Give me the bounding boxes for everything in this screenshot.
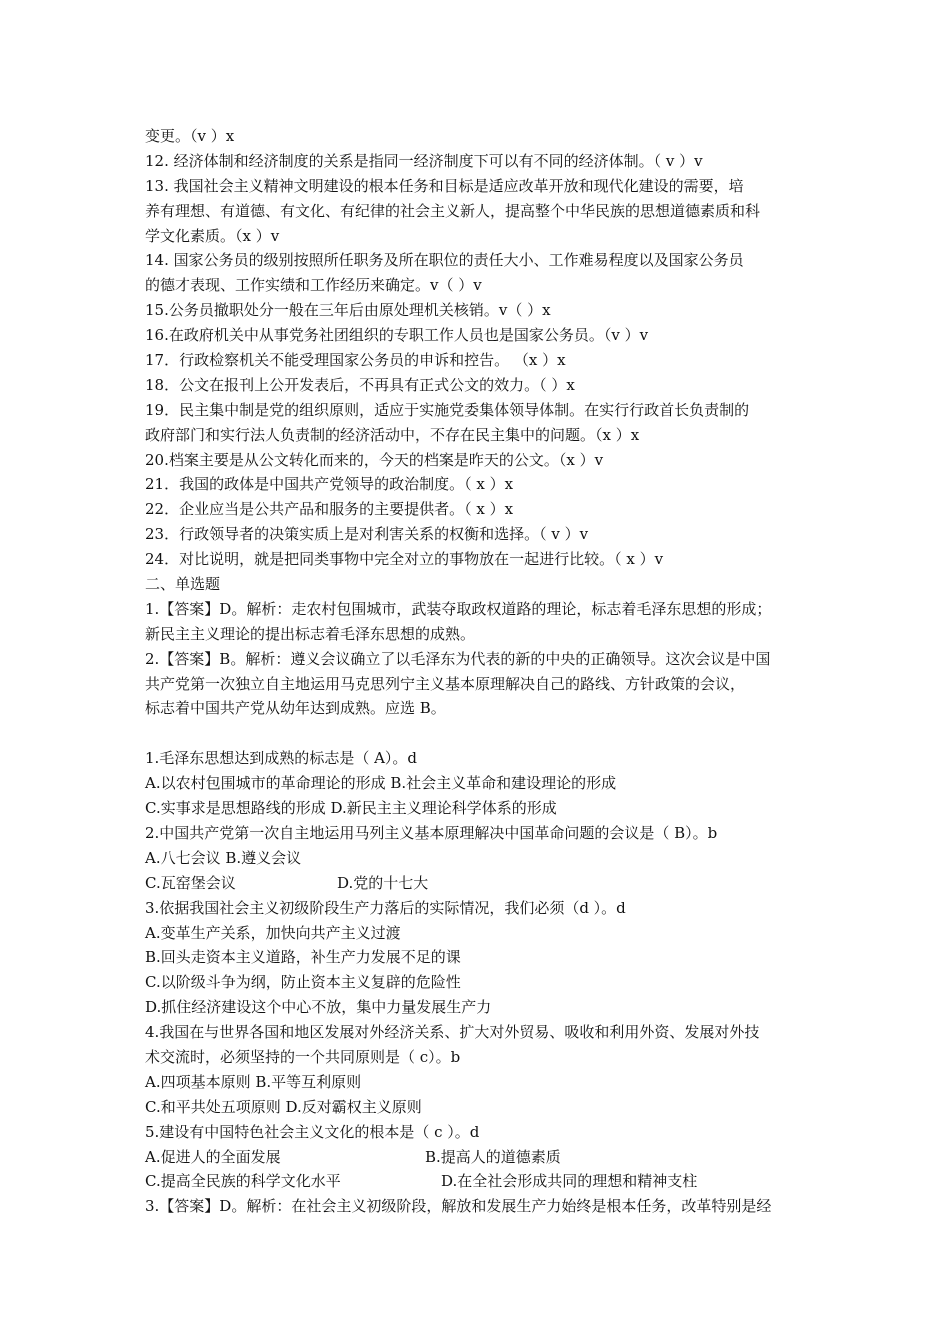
- text-line: 20.档案主要是从公文转化而来的，今天的档案是昨天的公文。（x ）v: [145, 450, 604, 469]
- text-line: A.变革生产关系，加快向共产主义过渡: [145, 923, 401, 942]
- option-d: D.在全社会形成共同的理想和精神支柱: [441, 1172, 698, 1191]
- text-line: 17．行政检察机关不能受理国家公务员的申诉和控告。 （x ）x: [145, 351, 566, 370]
- text-line: 24．对比说明，就是把同类事物中完全对立的事物放在一起进行比较。（ x ）v: [145, 550, 664, 569]
- text-line: 1.毛泽东思想达到成熟的标志是（ A）。d: [145, 749, 418, 768]
- text-line: 新民主主义理论的提出标志着毛泽东思想的成熟。: [145, 624, 476, 643]
- text-line: C.以阶级斗争为纲，防止资本主义复辟的危险性: [145, 973, 461, 992]
- text-line: 养有理想、有道德、有文化、有纪律的社会主义新人，提高整个中华民族的思想道德素质和科: [145, 201, 761, 220]
- text-line: 共产党第一次独立自主地运用马克思列宁主义基本原理解决自己的路线、方针政策的会议，: [145, 674, 746, 693]
- option-c: C.提高全民族的科学文化水平: [145, 1172, 341, 1191]
- option-b: B.提高人的道德素质: [425, 1147, 561, 1166]
- text-line: 15.公务员撤职处分一般在三年后由原处理机关核销。v（ ）x: [145, 301, 551, 320]
- text-line: A.四项基本原则 B.平等互利原则: [145, 1072, 362, 1091]
- text-line: A.八七会议 B.遵义会议: [145, 848, 302, 867]
- text-line: 21．我国的政体是中国共产党领导的政治制度。（ x ）x: [145, 475, 514, 494]
- option-line: [145, 871, 813, 896]
- text-line: 22．企业应当是公共产品和服务的主要提供者。（ x ）x: [145, 500, 514, 519]
- option-a: A.促进人的全面发展: [145, 1147, 281, 1166]
- text-line: 18．公文在报刊上公开发表后，不再具有正式公文的效力。（ ）x: [145, 375, 575, 394]
- text-line: 变更。（v ）x: [145, 127, 235, 145]
- text-line: 19．民主集中制是党的组织原则，适应于实施党委集体领导体制。在实行行政首长负责制的: [145, 400, 750, 419]
- text-line: 12. 经济体制和经济制度的关系是指同一经济制度下可以有不同的经济体制。（ v ）v: [145, 151, 703, 170]
- option-line: [145, 1169, 813, 1194]
- text-line: 3.【答案】D。解析：在社会主义初级阶段，解放和发展生产力始终是根本任务，改革特别是经: [145, 1197, 772, 1216]
- document-body: [145, 124, 813, 1219]
- text-line: 标志着中国共产党从幼年达到成熟。应选 B。: [145, 699, 446, 718]
- section-heading: 二、单选题: [145, 575, 221, 594]
- text-line: 3.依据我国社会主义初级阶段生产力落后的实际情况，我们必须（d ）。d: [145, 898, 626, 917]
- text-line: 的德才表现、工作实绩和工作经历来确定。v（ ）v: [145, 276, 482, 295]
- text-line: 1.【答案】D。解析：走农村包围城市，武装夺取政权道路的理论，标志着毛泽东思想的形成；: [145, 599, 772, 618]
- text-line: 2.【答案】B。解析：遵义会议确立了以毛泽东为代表的新的中央的正确领导。这次会议是中国: [145, 649, 771, 668]
- blank-line: [145, 721, 813, 746]
- text-line: 2.中国共产党第一次自主地运用马列主义基本原理解决中国革命问题的会议是（ B）。b: [145, 823, 718, 842]
- text-line: 13. 我国社会主义精神文明建设的根本任务和目标是适应改革开放和现代化建设的需要，培: [145, 176, 744, 195]
- option-c: C.瓦窑堡会议: [145, 873, 236, 892]
- text-line: 14. 国家公务员的级别按照所任职务及所在职位的责任大小、工作难易程度以及国家公务员: [145, 251, 744, 270]
- text-line: 5.建设有中国特色社会主义文化的根本是（ c ）。d: [145, 1122, 480, 1141]
- text-line: C.和平共处五项原则 D.反对霸权主义原则: [145, 1097, 422, 1116]
- text-line: B.回头走资本主义道路，补生产力发展不足的课: [145, 948, 461, 967]
- text-line: C.实事求是思想路线的形成 D.新民主主义理论科学体系的形成: [145, 799, 557, 818]
- option-line: [145, 1145, 813, 1170]
- text-line: 学文化素质。（x ）v: [145, 226, 280, 245]
- text-line: 术交流时，必须坚持的一个共同原则是（ c）。b: [145, 1047, 461, 1066]
- text-line: D.抓住经济建设这个中心不放，集中力量发展生产力: [145, 998, 492, 1017]
- option-d: D.党的十七大: [337, 873, 429, 892]
- text-line: 政府部门和实行法人负责制的经济活动中，不存在民主集中的问题。（x ）x: [145, 425, 640, 444]
- text-line: 4.我国在与世界各国和地区发展对外经济关系、扩大对外贸易、吸收和利用外资、发展对外技: [145, 1023, 760, 1042]
- text-line: A.以农村包围城市的革命理论的形成 B.社会主义革命和建设理论的形成: [145, 774, 617, 793]
- text-line: 16.在政府机关中从事党务社团组织的专职工作人员也是国家公务员。（v ）v: [145, 326, 649, 345]
- text-line: 23．行政领导者的决策实质上是对利害关系的权衡和选择。（ v ）v: [145, 525, 589, 544]
